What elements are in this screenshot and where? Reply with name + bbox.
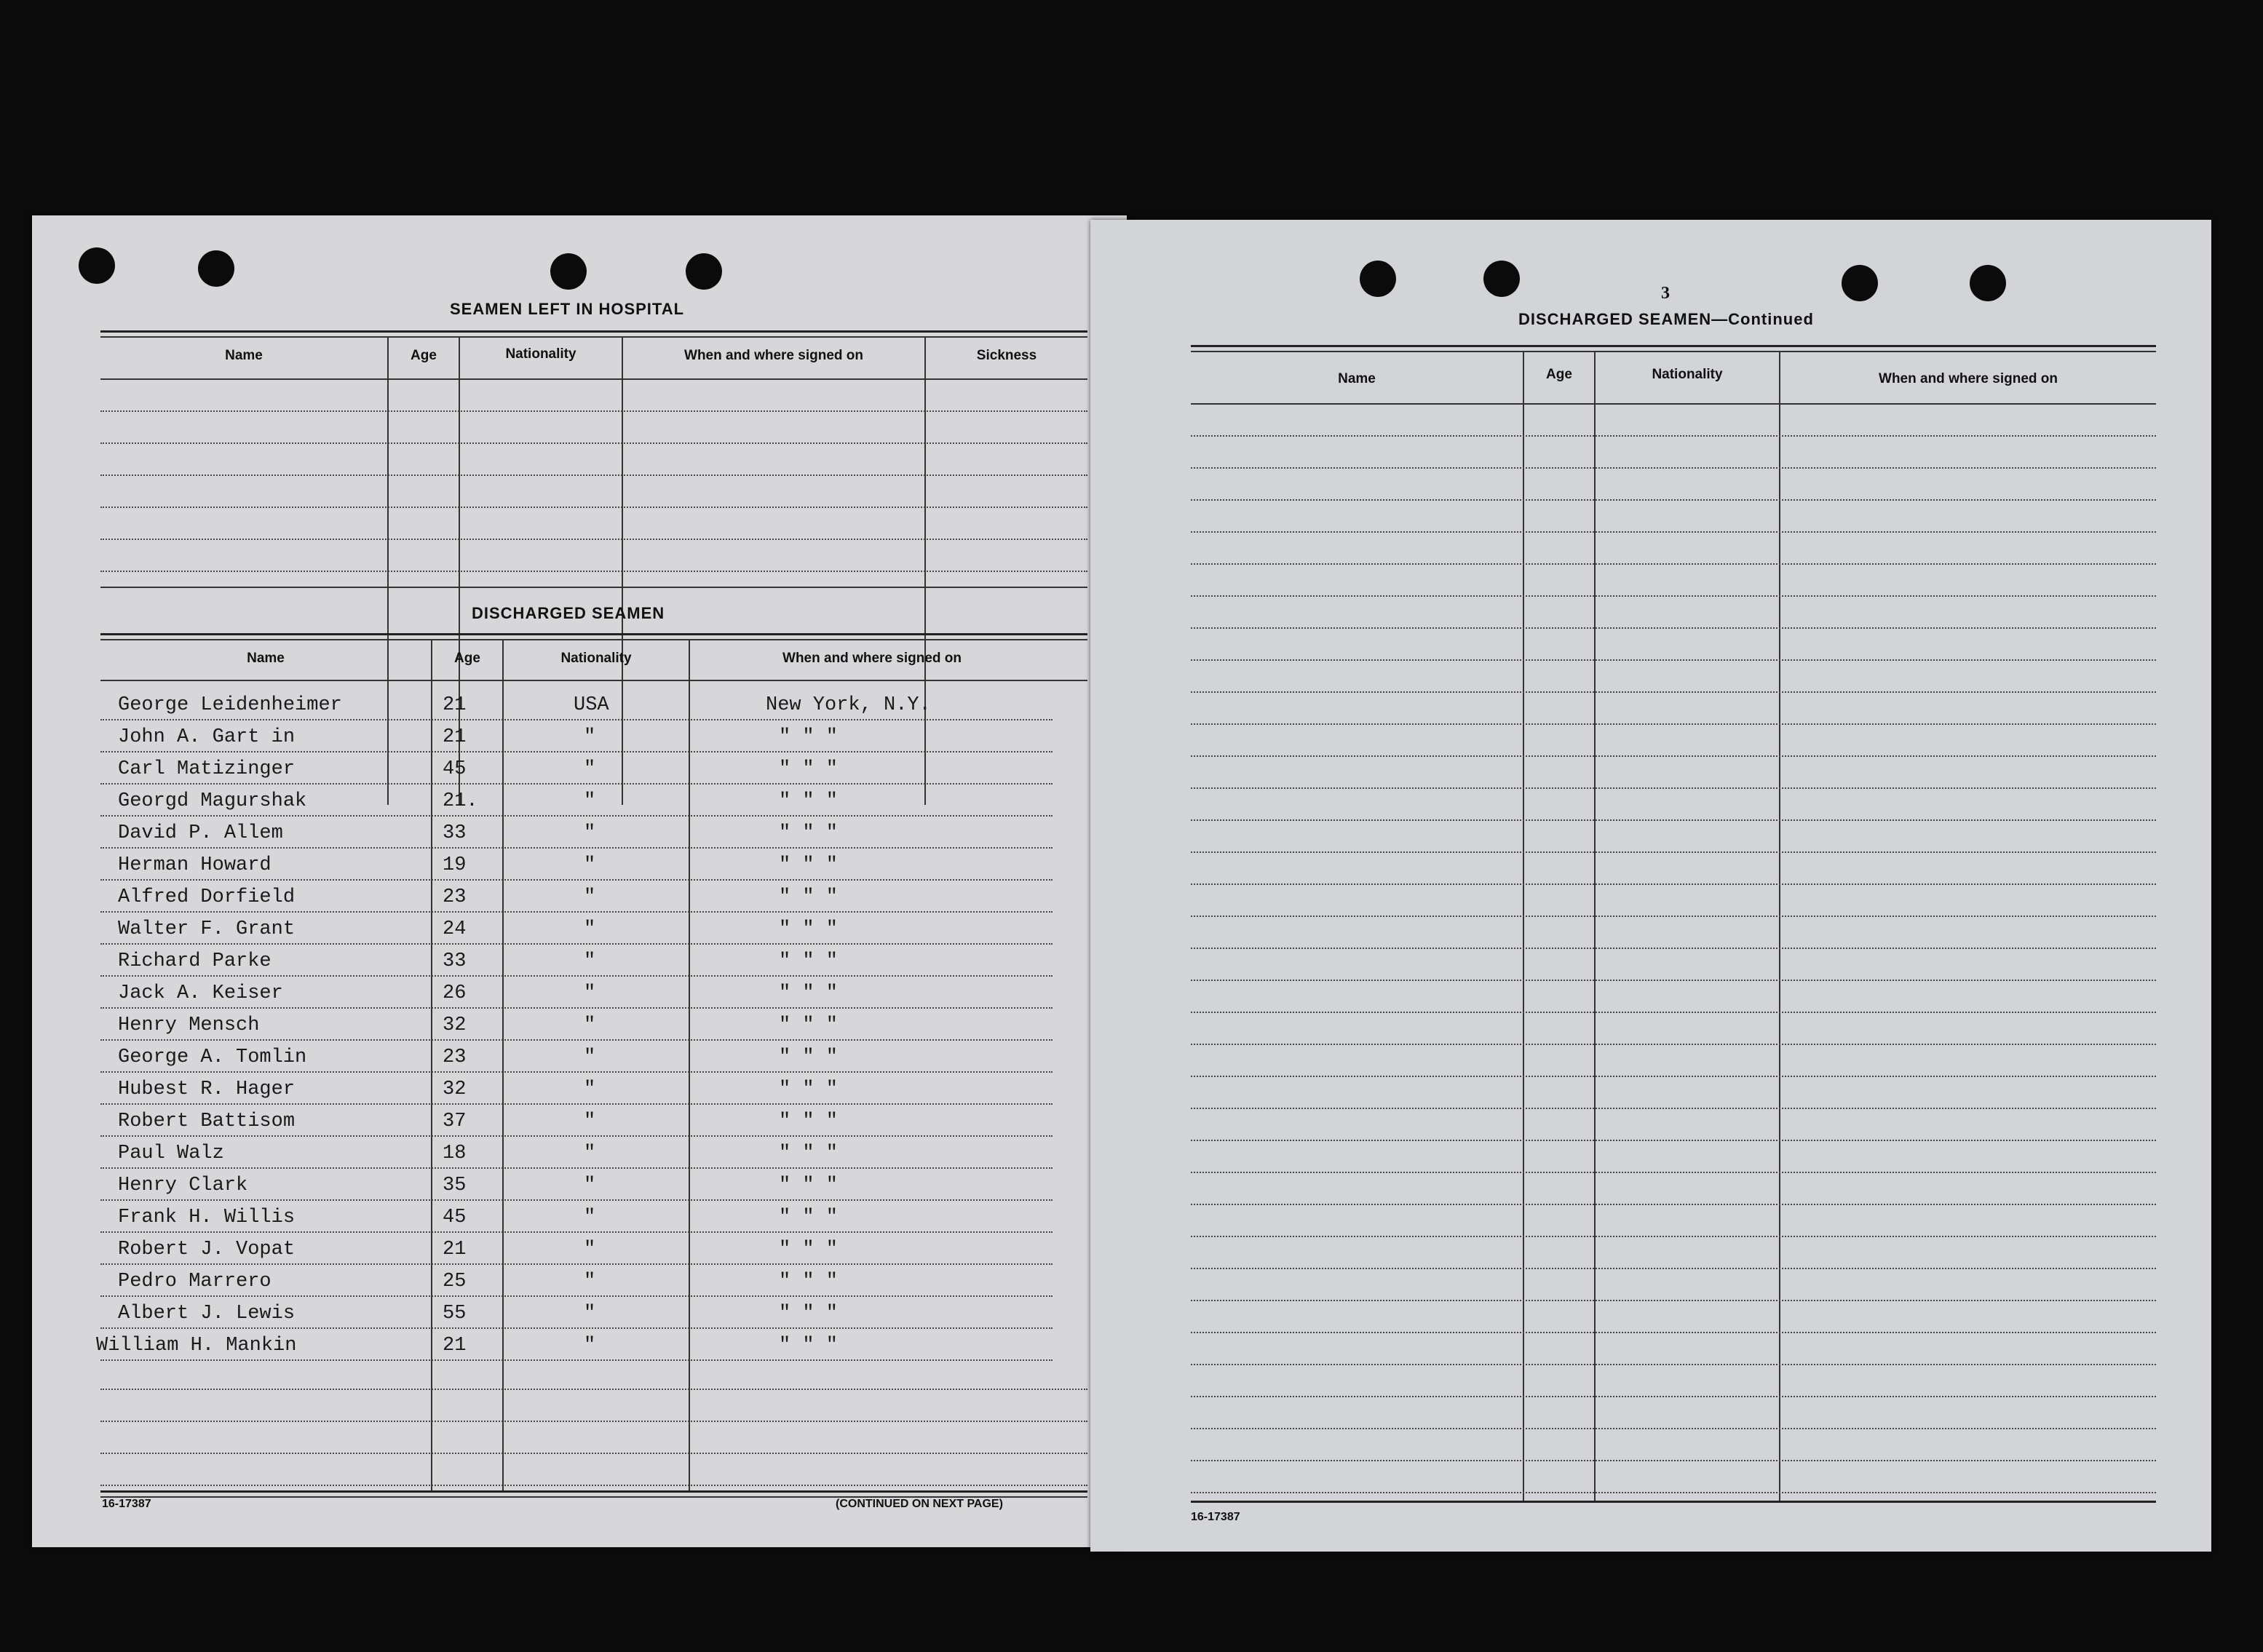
row-line (100, 751, 1053, 752)
row-line (1191, 1364, 2156, 1365)
seaman-age: 33 (443, 950, 467, 972)
row-line (100, 815, 1053, 817)
seaman-nationality: " (584, 1239, 596, 1260)
row-line (100, 507, 1087, 508)
row-line (100, 378, 1087, 380)
row-line (100, 1007, 1053, 1009)
punch-hole-icon (198, 250, 234, 287)
seaman-age: 24 (443, 918, 467, 940)
column-divider (1779, 351, 1780, 1501)
row-line (1191, 1012, 2156, 1013)
seaman-nationality: " (584, 1047, 596, 1068)
seaman-name: David P. Allem (118, 822, 283, 844)
seaman-age: 35 (443, 1175, 467, 1196)
divider (1191, 1501, 2156, 1503)
seaman-name: Georgd Magurshak (118, 790, 307, 812)
divider (1191, 345, 2156, 347)
row-line (1191, 499, 2156, 501)
row-line (100, 571, 1087, 572)
row-line (1191, 1268, 2156, 1269)
hospital-header-age: Age (411, 348, 437, 363)
row-line (100, 410, 1087, 412)
punch-hole-icon (550, 253, 587, 290)
row-line (100, 1421, 1087, 1422)
seaman-signed-on: " " " (779, 822, 839, 844)
seaman-nationality: " (584, 982, 596, 1004)
seaman-name: Henry Mensch (118, 1014, 260, 1036)
page-number: 3 (1661, 284, 1670, 303)
column-divider (431, 639, 432, 1490)
seaman-signed-on: " " " (779, 982, 839, 1004)
row-line (1191, 916, 2156, 917)
right-page (1090, 220, 2211, 1552)
seaman-nationality: " (584, 758, 596, 780)
seaman-nationality: " (584, 950, 596, 972)
continued-header-signed-on: When and where signed on (1879, 371, 2058, 386)
seaman-nationality: " (584, 1303, 596, 1325)
row-line (1191, 1428, 2156, 1429)
seaman-signed-on: " " " (779, 790, 839, 812)
row-line (100, 587, 1087, 588)
row-line (1191, 1332, 2156, 1333)
seaman-name: Carl Matizinger (118, 758, 296, 780)
discharged-header-age: Age (454, 651, 480, 666)
row-line (1191, 1396, 2156, 1397)
seaman-age: 21 (443, 1239, 467, 1260)
row-line (1191, 563, 2156, 565)
divider (100, 1490, 1087, 1493)
divider (100, 330, 1087, 333)
seaman-age: 19 (443, 854, 467, 876)
row-line (1191, 659, 2156, 661)
divider (1191, 351, 2156, 352)
seaman-name: Albert J. Lewis (118, 1303, 296, 1325)
seaman-nationality: " (584, 886, 596, 908)
row-line (1191, 467, 2156, 469)
seaman-age: 26 (443, 982, 467, 1004)
seaman-nationality: " (584, 822, 596, 844)
row-line (1191, 595, 2156, 597)
seaman-name: George Leidenheimer (118, 694, 342, 716)
seaman-nationality: " (584, 1175, 596, 1196)
seaman-signed-on: " " " (779, 950, 839, 972)
seaman-name: Walter F. Grant (118, 918, 296, 940)
seaman-name: John A. Gart in (118, 726, 296, 748)
discharged-header-name: Name (247, 651, 285, 666)
divider (100, 680, 1087, 681)
seaman-name: Pedro Marrero (118, 1271, 272, 1292)
seaman-signed-on: New York, N.Y. (766, 694, 931, 716)
punch-hole-icon (686, 253, 722, 290)
seaman-age: 18 (443, 1143, 467, 1164)
seaman-nationality: " (584, 1207, 596, 1228)
punch-hole-icon (1842, 265, 1878, 301)
row-line (1191, 787, 2156, 789)
row-line (1191, 1300, 2156, 1301)
seaman-name: Alfred Dorfield (118, 886, 296, 908)
seaman-name: William H. Mankin (96, 1335, 297, 1357)
column-divider (1523, 351, 1524, 1501)
row-line (100, 1167, 1053, 1169)
seaman-age: 32 (443, 1079, 467, 1100)
row-line (1191, 883, 2156, 885)
seaman-nationality: " (584, 1143, 596, 1164)
continued-header-age: Age (1546, 367, 1572, 382)
row-line (100, 474, 1087, 476)
row-line (1191, 755, 2156, 757)
seaman-signed-on: " " " (779, 886, 839, 908)
row-line (100, 879, 1053, 881)
seaman-age: 21 (443, 694, 467, 716)
column-divider (1594, 351, 1596, 1501)
row-line (1191, 1236, 2156, 1237)
seaman-nationality: USA (574, 694, 609, 716)
seaman-age: 21 (443, 726, 467, 748)
seaman-signed-on: " " " (779, 918, 839, 940)
row-line (100, 1359, 1053, 1361)
seaman-signed-on: " " " (779, 1143, 839, 1164)
seaman-nationality: " (584, 1079, 596, 1100)
seaman-signed-on: " " " (779, 1079, 839, 1100)
row-line (1191, 819, 2156, 821)
seaman-age: 23 (443, 886, 467, 908)
continued-header-nationality: Nationality (1652, 367, 1723, 382)
row-line (1191, 851, 2156, 853)
seaman-name: Frank H. Willis (118, 1207, 296, 1228)
seaman-name: Henry Clark (118, 1175, 248, 1196)
row-line (1191, 723, 2156, 725)
row-line (100, 1135, 1053, 1137)
row-line (100, 783, 1053, 785)
left-page (32, 215, 1127, 1547)
continued-header-name: Name (1338, 371, 1376, 386)
seaman-age: 33 (443, 822, 467, 844)
seaman-nationality: " (584, 790, 596, 812)
seaman-name: Hubest R. Hager (118, 1079, 296, 1100)
hospital-section-title: SEAMEN LEFT IN HOSPITAL (450, 300, 685, 318)
row-line (100, 943, 1053, 945)
punch-hole-icon (79, 247, 115, 284)
row-line (1191, 1460, 2156, 1461)
seaman-nationality: " (584, 1014, 596, 1036)
seaman-name: Richard Parke (118, 950, 272, 972)
seaman-signed-on: " " " (779, 1014, 839, 1036)
row-line (100, 1071, 1053, 1073)
row-line (100, 719, 1053, 720)
hospital-header-nationality: Nationality (505, 346, 576, 362)
column-divider (689, 639, 690, 1490)
form-number: 16-17387 (1191, 1511, 1240, 1523)
seaman-signed-on: " " " (779, 1207, 839, 1228)
continued-note: (CONTINUED ON NEXT PAGE) (836, 1498, 1003, 1510)
seaman-nationality: " (584, 726, 596, 748)
row-line (1191, 691, 2156, 693)
punch-hole-icon (1360, 261, 1396, 297)
seaman-age: 45 (443, 758, 467, 780)
seaman-name: Herman Howard (118, 854, 272, 876)
punch-hole-icon (1970, 265, 2006, 301)
seaman-nationality: " (584, 1335, 596, 1357)
row-line (1191, 1492, 2156, 1493)
divider (100, 633, 1087, 635)
discharged-header-nationality: Nationality (560, 651, 632, 666)
row-line (1191, 948, 2156, 949)
row-line (100, 1039, 1053, 1041)
row-line (100, 1103, 1053, 1105)
row-line (100, 1295, 1053, 1297)
form-number: 16-17387 (102, 1498, 151, 1510)
column-divider (502, 639, 504, 1490)
seaman-age: 45 (443, 1207, 467, 1228)
row-line (1191, 1140, 2156, 1141)
row-line (100, 1231, 1053, 1233)
row-line (1191, 980, 2156, 981)
row-line (1191, 435, 2156, 437)
seaman-signed-on: " " " (779, 1047, 839, 1068)
seaman-signed-on: " " " (779, 1111, 839, 1132)
discharged-header-signed-on: When and where signed on (782, 651, 962, 666)
punch-hole-icon (1483, 261, 1520, 297)
seaman-signed-on: " " " (779, 1239, 839, 1260)
seaman-signed-on: " " " (779, 758, 839, 780)
row-line (100, 911, 1053, 913)
seaman-age: 55 (443, 1303, 467, 1325)
seaman-signed-on: " " " (779, 1175, 839, 1196)
divider (1191, 403, 2156, 405)
seaman-name: George A. Tomlin (118, 1047, 307, 1068)
seaman-age: 23 (443, 1047, 467, 1068)
row-line (1191, 531, 2156, 533)
seaman-signed-on: " " " (779, 726, 839, 748)
seaman-name: Paul Walz (118, 1143, 224, 1164)
row-line (100, 539, 1087, 540)
seaman-signed-on: " " " (779, 1335, 839, 1357)
row-line (100, 1453, 1087, 1454)
seaman-age: 25 (443, 1271, 467, 1292)
row-line (1191, 1076, 2156, 1077)
seaman-name: Jack A. Keiser (118, 982, 283, 1004)
row-line (100, 442, 1087, 444)
seaman-signed-on: " " " (779, 1271, 839, 1292)
seaman-name: Robert Battisom (118, 1111, 296, 1132)
seaman-nationality: " (584, 854, 596, 876)
row-line (100, 1199, 1053, 1201)
row-line (100, 847, 1053, 849)
seaman-age: 32 (443, 1014, 467, 1036)
seaman-age: 21. (443, 790, 478, 812)
hospital-header-name: Name (225, 348, 263, 363)
row-line (1191, 1044, 2156, 1045)
row-line (1191, 1172, 2156, 1173)
seaman-nationality: " (584, 918, 596, 940)
seaman-signed-on: " " " (779, 854, 839, 876)
seaman-name: Robert J. Vopat (118, 1239, 296, 1260)
row-line (1191, 627, 2156, 629)
row-line (1191, 1108, 2156, 1109)
discharged-section-title: DISCHARGED SEAMEN (472, 604, 665, 622)
divider (100, 639, 1087, 640)
seaman-age: 37 (443, 1111, 467, 1132)
row-line (100, 1485, 1087, 1486)
divider (100, 336, 1087, 338)
hospital-header-sickness: Sickness (976, 348, 1037, 363)
row-line (1191, 1204, 2156, 1205)
row-line (100, 975, 1053, 977)
seaman-nationality: " (584, 1111, 596, 1132)
row-line (100, 1389, 1087, 1390)
continued-section-title: DISCHARGED SEAMEN—Continued (1518, 310, 1814, 328)
row-line (100, 1327, 1053, 1329)
hospital-header-signed-on: When and where signed on (684, 348, 863, 363)
seaman-age: 21 (443, 1335, 467, 1357)
row-line (100, 1263, 1053, 1265)
seaman-signed-on: " " " (779, 1303, 839, 1325)
seaman-nationality: " (584, 1271, 596, 1292)
